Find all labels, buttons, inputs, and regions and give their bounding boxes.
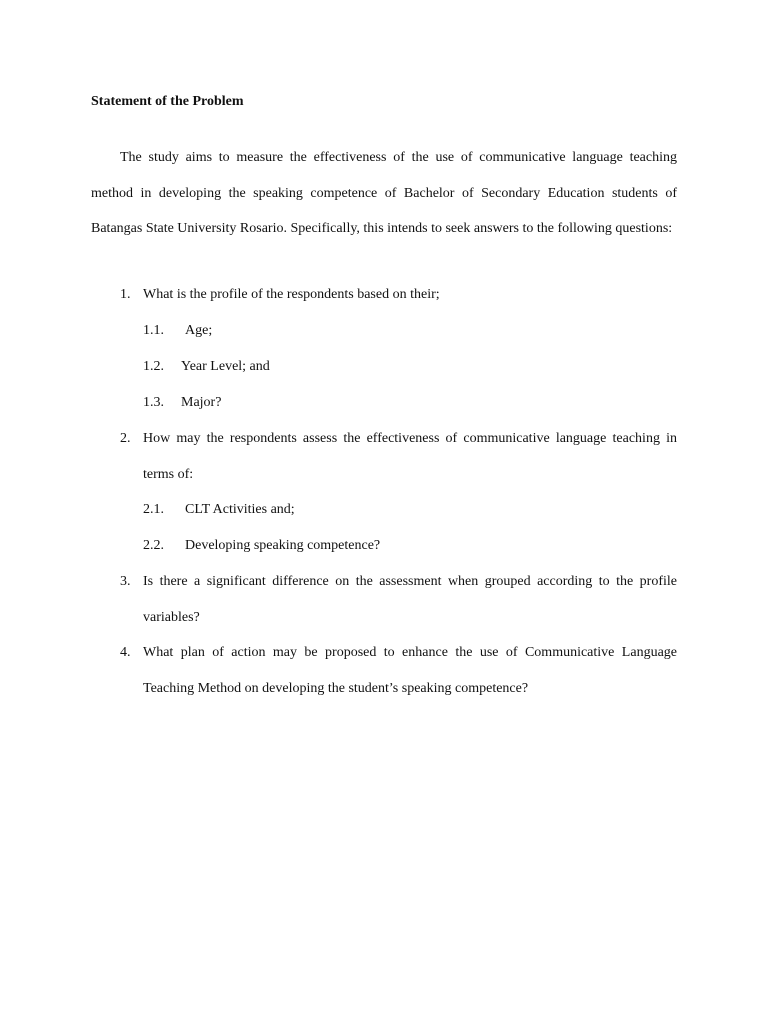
question-number: 4.	[120, 645, 131, 660]
question-text: Is there a significant difference on the assessment when grouped according to the profile variables?	[143, 574, 677, 625]
subquestion-number: 2.1.	[143, 502, 164, 517]
subquestion-number: 1.1.	[143, 323, 164, 338]
question-number: 2.	[120, 431, 131, 446]
subquestion-text: CLT Activities and;	[185, 502, 295, 517]
section-heading: Statement of the Problem	[91, 94, 244, 109]
question-text: What plan of action may be proposed to enhance the use of Communicative Language Teaching Method on developing the student’s speaking competence?	[143, 645, 677, 696]
intro-paragraph: The study aims to measure the effectiveness of the use of communicative language teaching method in developing the speaking competence of Bachelor of Secondary Education students of Batangas State University Rosario. Specifically, this intends to seek answers to the following questions:	[91, 150, 677, 237]
question-number: 1.	[120, 287, 131, 302]
subquestion-number: 2.2.	[143, 538, 164, 553]
subquestion-number: 1.3.	[143, 395, 164, 410]
subquestion-text: Major?	[181, 395, 222, 410]
subquestion-text: Year Level; and	[181, 359, 270, 374]
question-text: How may the respondents assess the effectiveness of communicative language teaching in terms of:	[143, 431, 677, 482]
subquestion-text: Developing speaking competence?	[185, 538, 381, 553]
subquestion-text: Age;	[185, 323, 213, 338]
subquestion-number: 1.2.	[143, 359, 164, 374]
question-text: What is the profile of the respondents based on their;	[143, 287, 440, 302]
question-number: 3.	[120, 574, 131, 589]
